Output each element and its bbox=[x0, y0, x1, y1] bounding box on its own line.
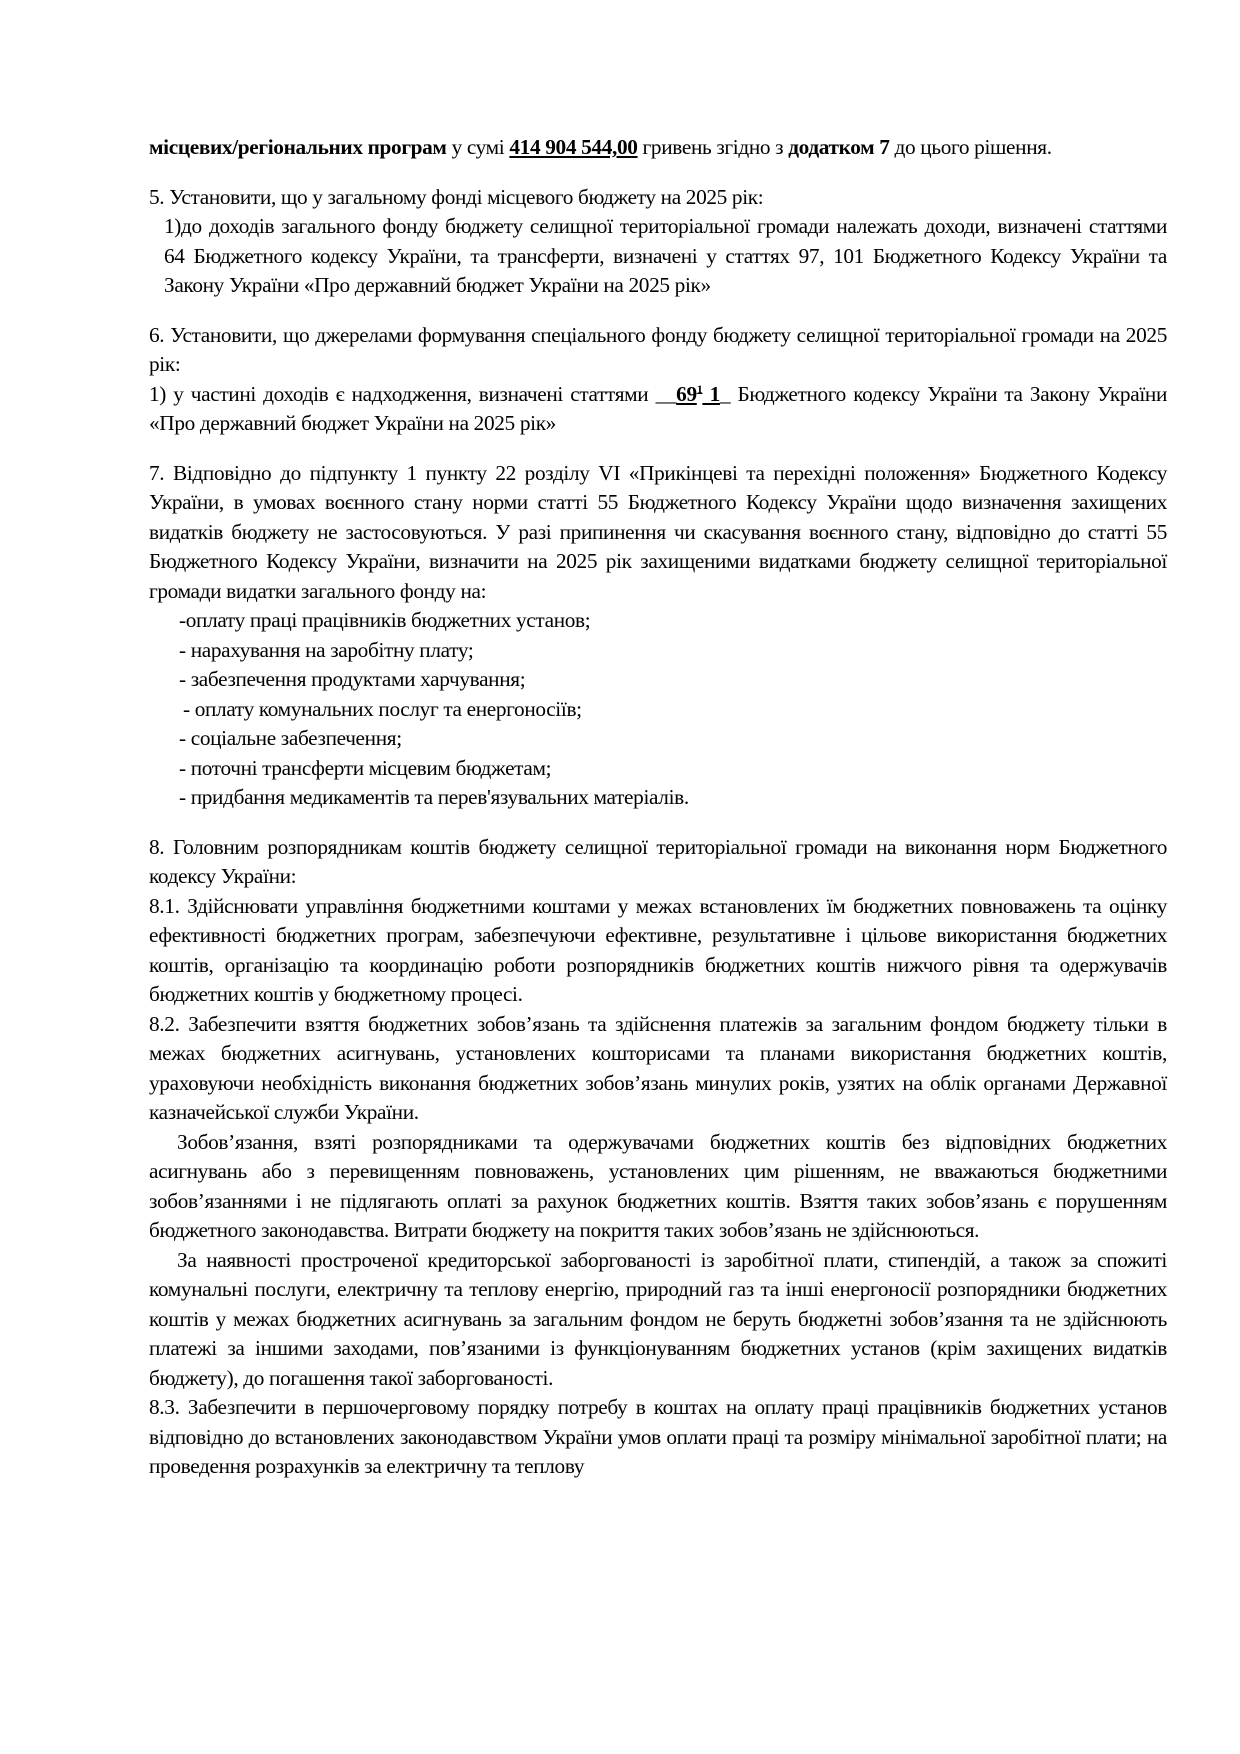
section-7-text: 7. Відповідно до підпункту 1 пункту 22 розділу VI «Прикінцеві та перехідні положення» Бюджетного Кодексу України, в умовах воєнного стану норми статті 55 Бюджетного Кодексу України щодо визначення захищених видатків бюджету не застосовуються. У разі припинення чи скасування воєнного стану, відповідно до статті 55 Бюджетного Кодексу України, визначити на 2025 рік захищеними видатками бюджету селищної територіальної громади видатки загального фонду на: bbox=[149, 460, 1167, 603]
list-item: - придбання медикаментів та перев'язувальних матеріалів. bbox=[179, 785, 689, 809]
list-item: - оплату комунальних послуг та енергоносіїв; bbox=[183, 696, 582, 721]
section-5-heading: 5. Установити, що у загальному фонді місцевого бюджету на 2025 рік: bbox=[149, 184, 764, 209]
list-item: - нарахування на заробітну плату; bbox=[179, 637, 474, 662]
section-8-heading: 8. Головним розпорядникам коштів бюджету селищної територіальної громади на виконання норм Бюджетного кодексу України: bbox=[149, 834, 1167, 888]
article-reference: $\_\_69^1$ 1_ bbox=[655, 381, 731, 406]
total-amount: 414 904 544,00 bbox=[509, 135, 638, 159]
section-5 bbox=[149, 183, 1167, 301]
section-8-2-obligations: Зобов’язання, взяті розпорядниками та одержувачами бюджетних коштів без відповідних бюджетних асигнувань або з перевищенням повноважень, установлених цим рішенням, не вважаються бюджетними зобов’язаннями і не підлягають оплаті за рахунок бюджетних коштів. Взяття таких зобов’язань є порушенням бюджетного законодавства. Витрати бюджету на покриття таких зобов’язань не здійснюються. bbox=[149, 1129, 1167, 1242]
section-7 bbox=[149, 459, 1167, 813]
appendix-reference: додатком 7 bbox=[788, 135, 890, 159]
list-item: - забезпечення продуктами харчування; bbox=[179, 667, 526, 691]
list-item: -оплату праці працівників бюджетних установ; bbox=[179, 608, 591, 632]
list-item: - поточні трансферти місцевим бюджетам; bbox=[179, 755, 552, 780]
section-8-2: 8.2. Забезпечити взяття бюджетних зобов’язань та здійснення платежів за загальним фондом бюджету тільки в межах бюджетних асигнувань, установлених кошторисами та планами використання бюджетних коштів, ураховуючи необхідність виконання бюджетних зобов’язань минулих років, узятих на облік органами Державної казначейської служби України. bbox=[149, 1011, 1167, 1124]
section-6 bbox=[149, 321, 1167, 439]
programs-label: місцевих/регіональних програм bbox=[149, 135, 447, 159]
intro-paragraph: місцевих/регіональних програм у сумі 414 904 544,00 гривень згідно з додатком 7 до цього рішення. bbox=[149, 135, 1052, 159]
document-page bbox=[149, 133, 1167, 1482]
list-item: - соціальне забезпечення; bbox=[179, 726, 402, 750]
section-5-item-1: 1)до доходів загального фонду бюджету селищної територіальної громади належать доходи, визначені статтями 64 Бюджетного кодексу України, та трансферти, визначені у статтях 97, 101 Бюджетного Кодексу України та Закону України «Про державний бюджет України на 2025 рік» bbox=[164, 214, 1167, 297]
section-8-3: 8.3. Забезпечити в першочерговому порядку потребу в коштах на оплату праці працівників бюджетних установ відповідно до встановлених законодавством України умов оплати праці та розміру мінімальної заробітної плати; на проведення розрахунків за електричну та теплову bbox=[149, 1395, 1167, 1478]
section-8 bbox=[149, 833, 1167, 1482]
section-8-1: 8.1. Здійснювати управління бюджетними коштами у межах встановлених їм бюджетних повноважень та оцінку ефективності бюджетних програм, забезпечуючи ефективне, результативне і цільове використання бюджетних коштів, організацію та координацію роботи розпорядників бюджетних коштів нижчого рівня та одержувачів бюджетних коштів у бюджетному процесі. bbox=[149, 893, 1167, 1006]
section-8-2-arrears: За наявності простроченої кредиторської заборгованості із заробітної плати, стипендій, а також за спожиті комунальні послуги, електричну та теплову енергію, природний газ та інші енергоносії розпорядники бюджетних коштів у межах бюджетних асигнувань за загальним фондом не беруть бюджетні зобов’язання та не здійснюють платежі за іншими заходами, пов’язаними із функціонуванням бюджетних установ (крім захищених видатків бюджету), до погашення такої заборгованості. bbox=[149, 1247, 1167, 1390]
section-6-heading: 6. Установити, що джерелами формування спеціального фонду бюджету селищної територіальної громади на 2025 рік: bbox=[149, 322, 1167, 376]
section-6-item-1: 1) у частині доходів є надходження, визначені статтями $\_\_69^1$ 1_ Бюджетного кодексу України та Закону України «Про державний бюджет України на 2025 рік» bbox=[149, 381, 1167, 435]
protected-expenditures-list bbox=[149, 606, 1167, 813]
